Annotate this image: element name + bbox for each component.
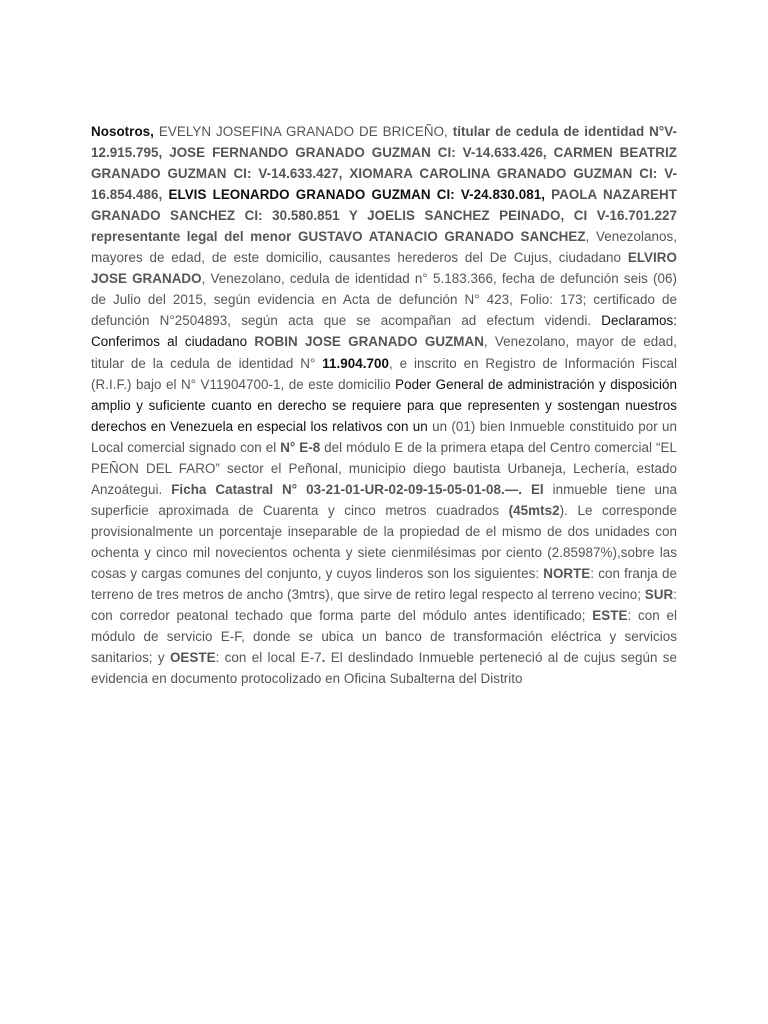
- text-segment: , Venezolanos, mayores de edad, de este domicilio, causantes herederos del De Cujus, ciudadano: [91, 229, 677, 266]
- text-segment: OESTE: [169, 650, 216, 666]
- text-segment: , e inscrito en Registro de Información Fiscal (R.I.F.) bajo el N° V11904700-1, de este domicilio: [91, 355, 677, 392]
- document-page: [91, 121, 677, 689]
- text-segment: Poder General de administración y disposición amplio y suficiente cuanto en derecho se requiere para que representen y sostengan nuestros derechos en Venezuela en especial los relativos con un: [91, 376, 677, 434]
- text-segment: SUR: [644, 587, 674, 603]
- document-paragraph: [91, 121, 677, 689]
- text-segment: : con el local E-7: [215, 650, 322, 666]
- text-segment: ELVIS LEONARDO GRANADO GUZMAN CI: V-24.830.081,: [162, 187, 545, 203]
- text-segment: NORTE: [543, 565, 591, 581]
- text-segment: Declaramos: Conferimos al ciudadano: [91, 313, 677, 350]
- text-segment: , Venezolano, cedula de identidad n° 5.183.366, fecha de defunción seis (06) de Julio del 2015, según evidencia en Acta de defunción N° 423, Folio: 173; certificado de defunción N°2504893, según acta que se acompañan ad efectum videndi.: [91, 271, 678, 329]
- text-segment: ). Le corresponde provisionalmente un porcentaje inseparable de la propiedad de el mismo de dos unidades con ochenta y cinco mil novecientos ochenta y siete cienmilésimas por ciento (2.85987%),sobre las cosas y cargas comunes del conjunto, y cuyos linderos son los siguientes:: [91, 502, 677, 581]
- text-segment: ELVIRO JOSE GRANADO: [91, 250, 677, 287]
- text-segment: un (01) bien Inmueble constituido por un Local comercial signado con el: [91, 418, 678, 455]
- text-segment: EVELYN JOSEFINA GRANADO DE BRICEÑO,: [153, 124, 448, 139]
- text-segment: El deslindado Inmueble perteneció al de cujus según se evidencia en documento protocolizado en Oficina Subalterna del Distrito: [91, 650, 677, 687]
- text-segment: , Venezolano, mayor de edad, titular de la cedula de identidad N°: [91, 334, 677, 371]
- text-segment: Nosotros,: [91, 124, 154, 139]
- text-segment: (45mts2: [508, 502, 560, 518]
- text-segment: PAOLA NAZAREHT GRANADO SANCHEZ CI: 30.580.851 Y JOELIS SANCHEZ PEINADO, CI V-16.701.227 representante legal del menor GUSTAVO ATANACIO GRANADO SANCHEZ: [91, 187, 677, 245]
- text-segment: Ficha Catastral N° 03-21-01-UR-02-09-15-05-01-08.—. El: [171, 481, 544, 497]
- text-segment: del módulo E de la primera etapa del Centro comercial “EL PEÑON DEL FARO” sector el Peñonal, municipio diego bautista Urbaneja, Lechería, estado Anzoátegui.: [91, 439, 677, 497]
- text-segment: ROBIN JOSE GRANADO GUZMAN: [254, 334, 484, 350]
- text-segment: inmueble tiene una superficie aproximada de Cuarenta y cinco metros cuadrados: [91, 481, 677, 518]
- text-segment: : con corredor peatonal techado que forma parte del módulo antes identificado;: [91, 587, 677, 624]
- text-segment: : con el módulo de servicio E-F, donde se ubica un banco de transformación eléctrica y servicios sanitarios; y: [91, 608, 678, 666]
- text-segment: .: [321, 650, 326, 666]
- text-segment: titular de cedula de identidad N°V-12.915.795, JOSE FERNANDO GRANADO GUZMAN CI: V-14.633.426, CARMEN BEATRIZ GRANADO GUZMAN CI: V-14.633.427, XIOMARA CAROLINA GRANADO GUZMAN CI: V-16.854.486,: [91, 124, 677, 203]
- text-segment: N° E-8: [280, 439, 321, 455]
- text-segment: 11.904.700: [322, 355, 389, 371]
- text-segment: ESTE: [592, 608, 628, 624]
- text-segment: : con franja de terreno de tres metros de ancho (3mtrs), que sirve de retiro legal respecto al terreno vecino;: [91, 565, 677, 603]
